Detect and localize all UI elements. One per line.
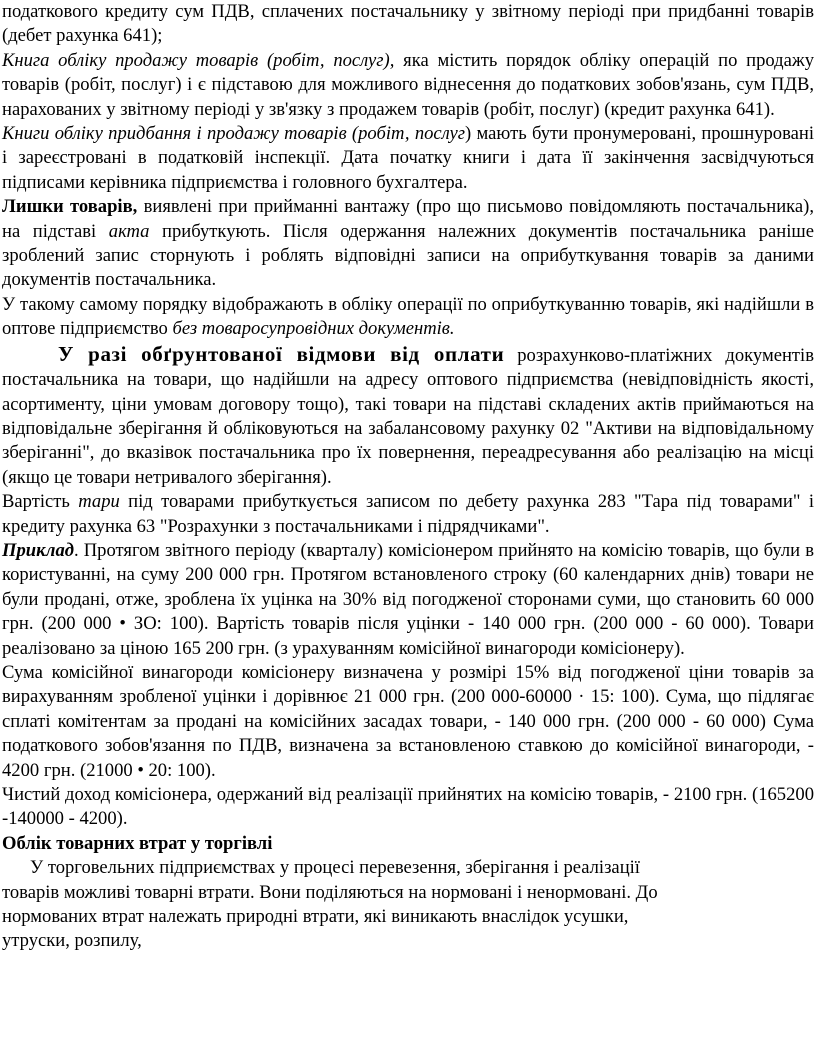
purchase-sales-books-term: Книги обліку придбання і продажу товарів (робіт, послуг — [2, 123, 466, 145]
paragraph-books-registration — [2, 122, 814, 195]
paragraph-text: Вартість — [2, 491, 79, 513]
container-term: тари — [78, 491, 120, 513]
paragraph-text: під товарами прибуткується записом по дебету рахунка 283 "Тара під товарами" і кредиту рахунка 63 "Розрахунки з постачальниками і підрядчиками". — [2, 491, 814, 537]
paragraph-text: виявлені при прийманні вантажу (про що письмово повідомляють постачальника), на підставі — [2, 196, 814, 242]
paragraph-commission — [2, 661, 814, 783]
paragraph-surplus-goods — [2, 195, 814, 293]
paragraph-no-documents — [2, 293, 814, 342]
example-label: Приклад — [2, 539, 74, 561]
paragraph-example — [2, 539, 814, 661]
paragraph-line: нормованих втрат належать природні втрати, які виникають внаслідок усушки, — [2, 906, 629, 928]
surplus-goods-term: Лишки товарів, — [2, 196, 138, 218]
paragraph-text: Чистий доход комісіонера, одержаний від реалізації прийнятих на комісію товарів, - 2100 грн. (165200 -140000 - 4200). — [2, 784, 814, 830]
paragraph-text: ) мають бути пронумеровані, прошнуровані і зареєстровані в податковій інспекції. Дата початку книги і дата її закінчення засвідчуються підписами керівника підприємства і головного бухгалтера. — [2, 123, 814, 193]
paragraph-text: Сума комісійної винагороди комісіонеру визначена у розмірі 15% від погодженої ціни товарів за вирахуванням зробленої уцінки і дорівнює 21 000 грн. (200 000-60000 · 15: 100). Сума, що підлягає сплаті комітентам за продані на комісійних засадах товари, - 140 000 грн. (200 000 - 60 000) Сума податкового зобов'язання по ПДВ, визначена за встановленою ставкою до комісійної винагороди, - 4200 грн. (21000 • 20: 100). — [2, 661, 814, 781]
sales-book-term: Книга обліку продажу товарів (робіт, послуг), — [2, 49, 395, 71]
paragraph-sales-book — [2, 49, 814, 122]
no-documents-term: без товаросупровідних документів. — [172, 318, 455, 340]
paragraph-text: . Протягом звітного періоду (кварталу) комісіонером прийнято на комісію товарів, що були в користуванні, на суму 200 000 грн. Протягом встановленого строку (60 календарних днів) товари не були продані, отже, зроблена їх уцінка на 30% від погодженої сторонами суми, що становить 60 000 грн. (200 000 • ЗО: 100). Вартість товарів після уцінки - 140 000 грн. (200 000 - 60 000). Товари реалізовано за ціною 165 200 грн. (з урахуванням комісійної винагороди комісіонеру). — [2, 539, 814, 659]
paragraph-line: У торговельних підприємствах у процесі перевезення, зберігання і реалізації — [30, 857, 640, 879]
paragraph-text: яка містить порядок обліку операцій по продажу товарів (робіт, послуг) і є підставою для можливого віднесення до податкових зобов'язань, сум ПДВ, нарахованих у звітному періоді у зв'язку з продажем товарів (робіт, послуг) (кредит рахунка 641). — [2, 49, 814, 120]
paragraph-trade-losses — [2, 856, 814, 954]
paragraph-line: товарів можливі товарні втрати. Вони поділяються на нормовані і ненормовані. До — [2, 881, 658, 903]
paragraph-refusal-payment — [2, 342, 814, 490]
paragraph-text: розрахунково-платіжних документів постачальника на товари, що надійшли на адресу оптового підприємства (невідповідність якості, асортименту, ціни умовам договору тощо), такі товари на підставі складених актів приймаються на відповідальне зберігання й обліковуються на забалансовому рахунку 02 "Активи на відповідальному зберіганні", до вказівок постачальника про їх повернення, переадресування або реалізацію на місці (якщо це товари нетривалого зберігання). — [2, 344, 814, 488]
section-title: Облік товарних втрат у торгівлі — [2, 832, 273, 854]
paragraph-line: утруски, розпилу, — [2, 930, 142, 952]
act-term: акта — [108, 220, 150, 242]
paragraph-text: У такому самому порядку відображають в обліку операції по оприбуткуванню товарів, які надійшли в оптове підприємство — [2, 293, 814, 340]
refusal-payment-heading: У разі обґрунтованої відмови від оплати — [58, 341, 505, 366]
paragraph-net-income — [2, 783, 814, 832]
paragraph-text: податкового кредиту сум ПДВ, сплачених постачальнику у звітному періоді при придбанні товарів (дебет рахунка 641); — [2, 1, 814, 47]
paragraph-tax-credit — [2, 0, 814, 49]
paragraph-text: прибуткують. Після одержання належних документів постачальника раніше зроблений запис сторнують і роблять відповідні записи на оприбуткування товарів за даними документів постачальника. — [2, 220, 814, 291]
paragraph-container-value — [2, 490, 814, 539]
